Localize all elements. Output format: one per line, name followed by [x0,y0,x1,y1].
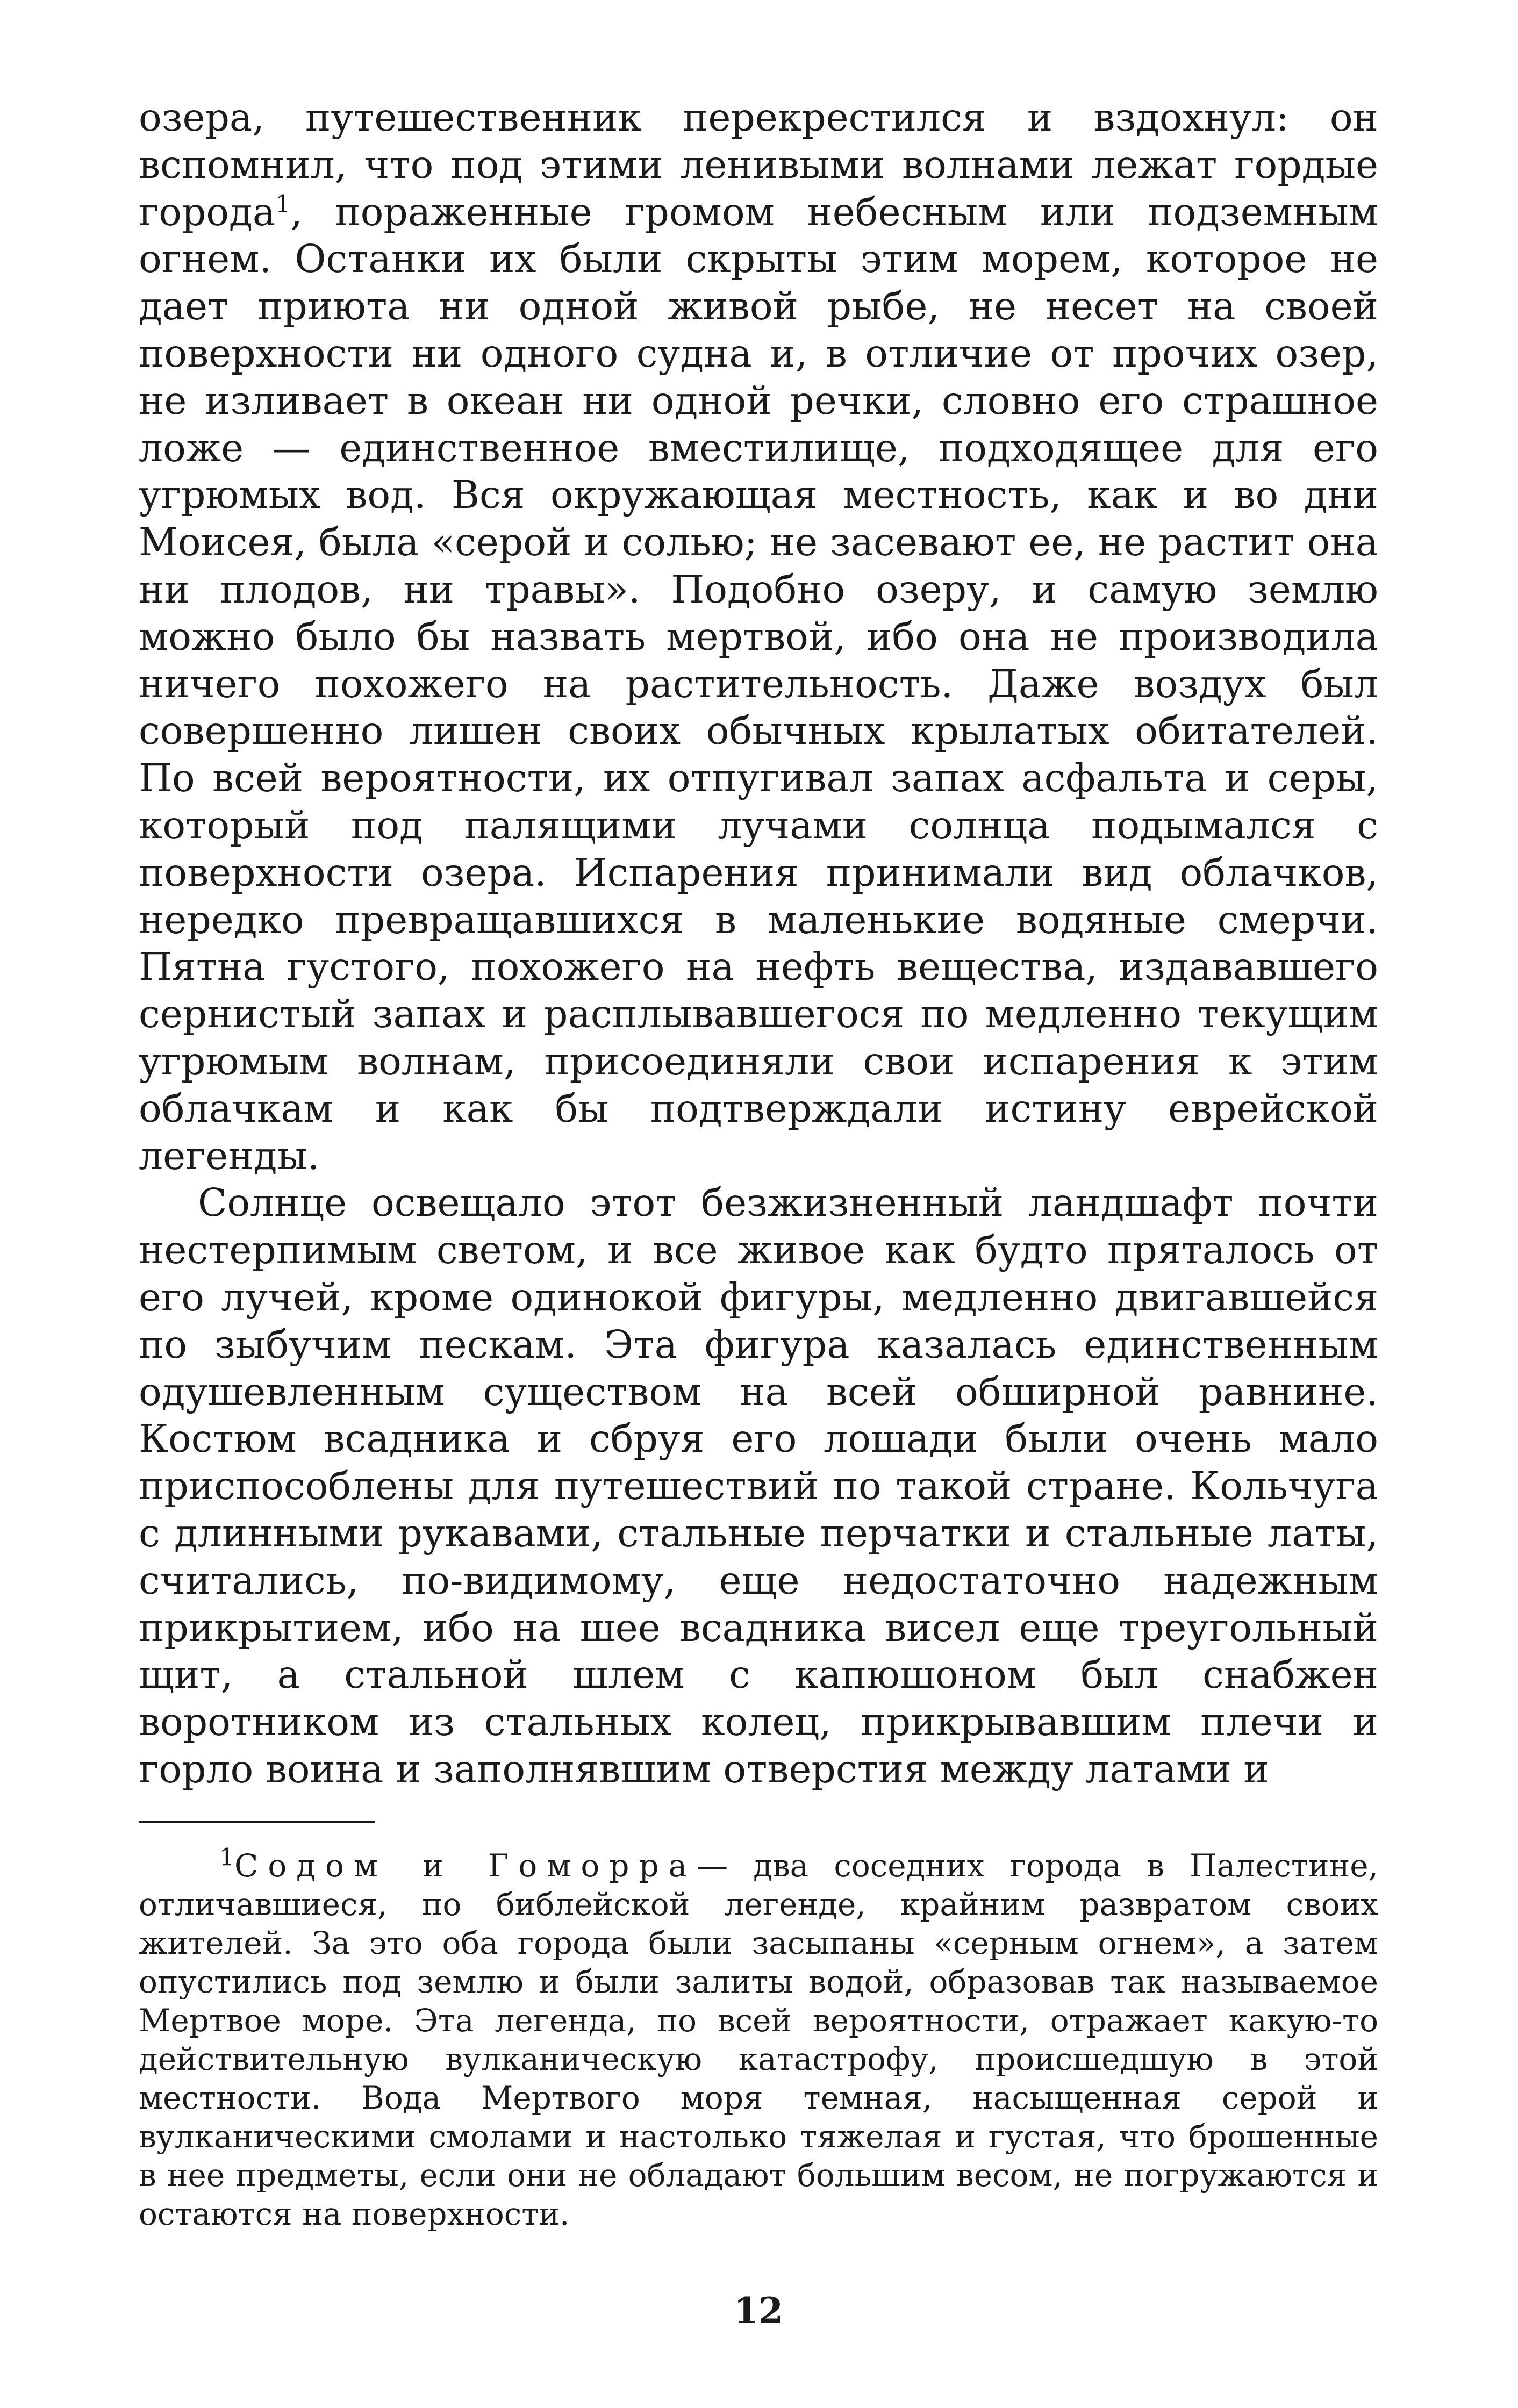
footnote-divider [139,1821,375,1823]
main-text [139,94,1378,1793]
book-page [139,94,1378,2352]
footnote-section [139,1846,1378,2233]
footnote-marker: 1 [219,1844,234,1872]
paragraph-1-text: озера, путешественник перекрестился и вздохнул: он вспомнил, что под этими ленивыми волнами лежат гордые города [139,95,1378,234]
paragraph-1-continuation: , пораженные громом небесным или подземным огнем. Останки их были скрыты этим морем, которое не дает приюта ни одной живой рыбе, не несет на своей поверхности ни одного судна и, в отличие от прочих озер, не изливает в океан ни одной речки, словно его страшное ложе — единственное вместилище, подходящее для его угрюмых вод. Вся окружающая местность, как и во дни Моисея, была «серой и солью; не засевают ее, не растит она ни плодов, ни травы». Подобно озеру, и самую землю можно было бы назвать мертвой, ибо она не производила ничего похожего на растительность. Даже воздух был совершенно лишен своих обычных крылатых обитателей. По всей вероятности, их отпугивал запах асфальта и серы, который под палящими лучами солнца подымался с поверхности озера. Испарения принимали вид облачков, нередко превращавшихся в маленькие водяные смерчи. Пятна густого, похожего на нефть вещества, издававшего сернистый запах и расплывавшегося по медленно текущим угрюмым волнам, присоединяли свои испарения к этим облачкам и как бы подтверждали истину еврейской легенды. [139,189,1378,1178]
footnote-reference: 1 [275,190,291,218]
paragraph-1 [139,94,1378,1179]
paragraph-2: Солнце освещало этот безжизненный ландшафт почти нестерпимым светом, и все живое как будто пряталось от его лучей, кроме одинокой фигуры, медленно двигавшейся по зыбучим пескам. Эта фигура казалась единственным одушевленным существом на всей обширной равнине. Костюм всадника и сбруя его лошади были очень мало приспособлены для путешествий по такой стране. Кольчуга с длинными рукавами, стальные перчатки и стальные латы, считались, по-видимому, еще недостаточно надежным прикрытием, ибо на шее всадника висел еще треугольный щит, а стальной шлем с капюшоном был снабжен воротником из стальных колец, прикрывавшим плечи и горло воина и заполнявшим отверстия между латами и [139,1180,1378,1791]
footnote-1 [139,1846,1378,2233]
footnote-term: Содом и Гоморра [234,1847,697,1884]
page-number: 12 [734,2290,783,2332]
footnote-text: — два соседних города в Палестине, отличавшиеся, по библейской легенде, крайним развратом своих жителей. За это оба города были засыпаны «серным огнем», а затем опустились под землю и были залиты водой, образовав так называемое Мертвое море. Эта легенда, по всей вероятности, отражает какую-то действительную вулканическую катастрофу, происшедшую в этой местности. Вода Мертвого моря темная, насыщенная серой и вулканическими смолами и настолько тяжелая и густая, что брошенные в нее предметы, если они не обладают большим весом, не погружаются и остаются на поверхности. [139,1847,1378,2232]
